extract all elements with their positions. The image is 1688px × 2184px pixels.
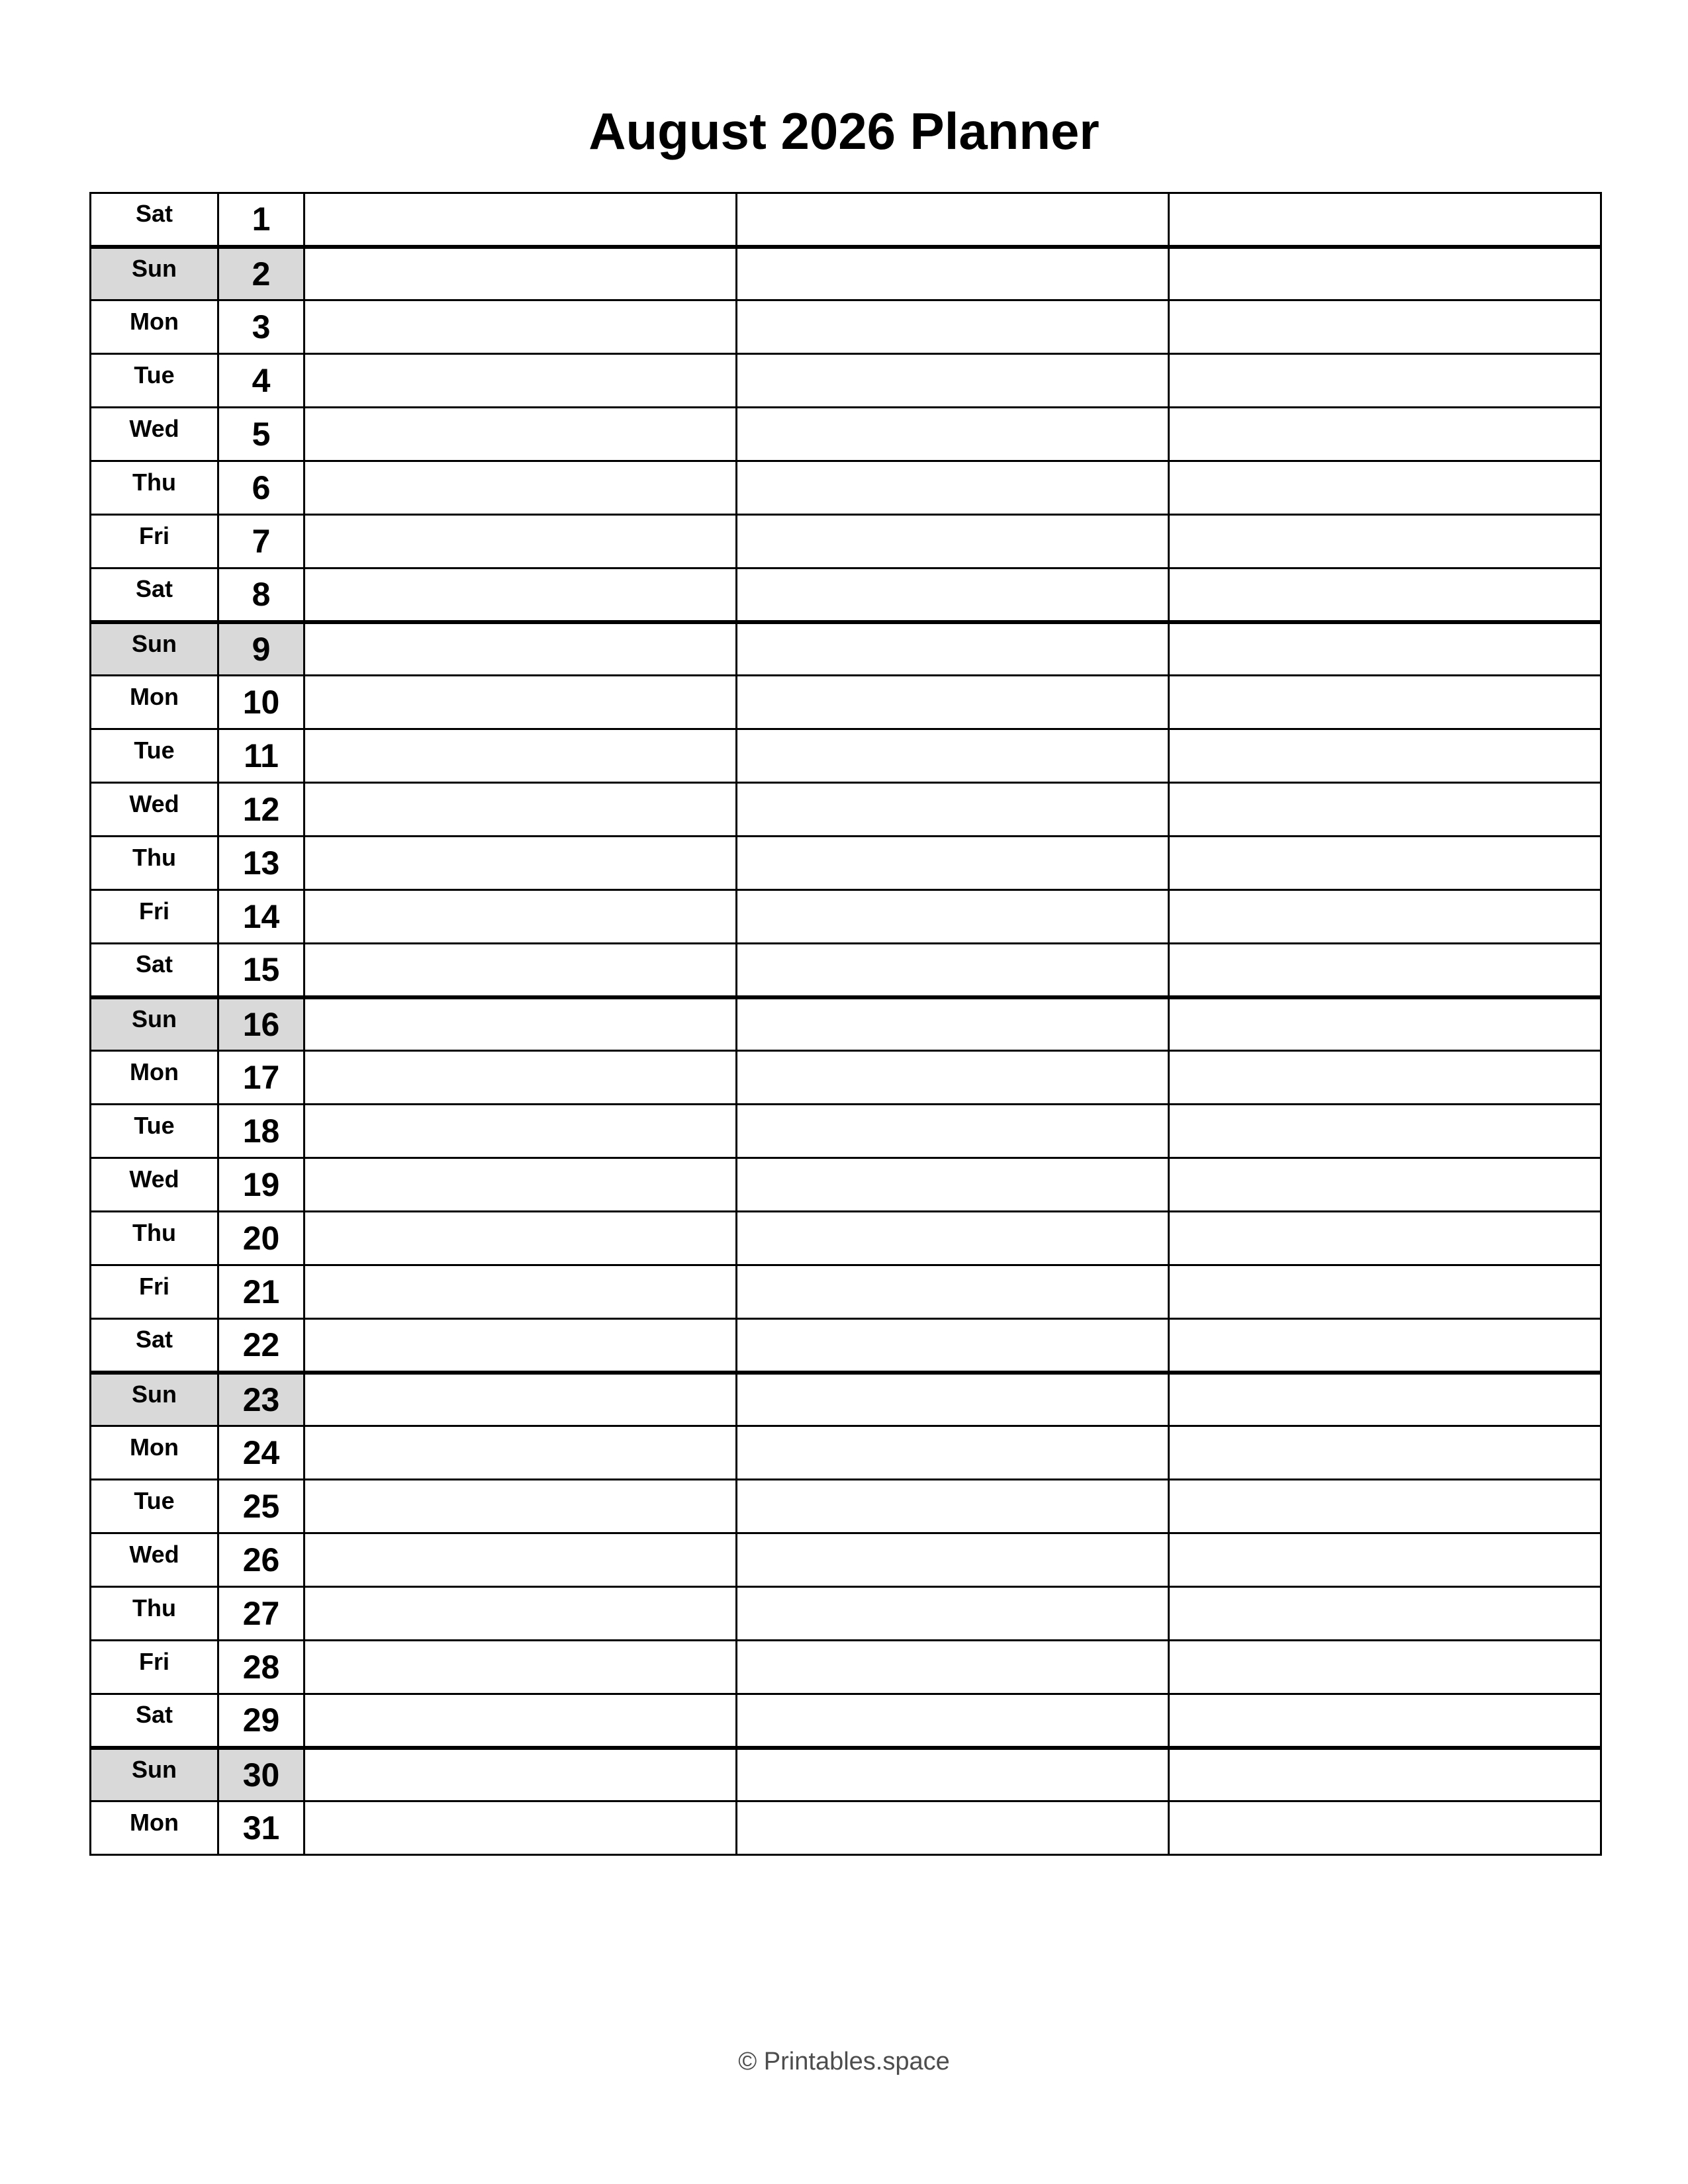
weekday-cell	[91, 300, 218, 354]
planner-row	[91, 515, 1601, 569]
weekday-label: Tue	[134, 1112, 175, 1139]
note-cell[interactable]	[1169, 1533, 1601, 1587]
planner-row	[91, 1587, 1601, 1641]
weekday-cell	[91, 1641, 218, 1694]
note-cell[interactable]	[305, 1587, 737, 1641]
note-cell[interactable]	[305, 1480, 737, 1533]
date-number: 1	[218, 193, 305, 247]
note-cell[interactable]	[305, 1319, 737, 1373]
note-cell[interactable]	[1169, 1480, 1601, 1533]
planner-row	[91, 729, 1601, 783]
weekday-cell	[91, 944, 218, 997]
weekday-label: Sat	[135, 950, 173, 978]
planner-rows	[91, 193, 1601, 1855]
note-cell[interactable]	[1169, 1748, 1601, 1801]
weekday-cell	[91, 997, 218, 1051]
weekday-cell	[91, 1748, 218, 1801]
weekday-cell	[91, 1051, 218, 1105]
weekday-label: Thu	[132, 1219, 176, 1246]
planner-grid	[89, 192, 1602, 1856]
note-cell[interactable]	[737, 193, 1169, 247]
note-cell[interactable]	[305, 997, 737, 1051]
note-cell[interactable]	[305, 569, 737, 622]
note-cell[interactable]	[737, 461, 1169, 515]
planner-row	[91, 1426, 1601, 1480]
note-cell[interactable]	[737, 354, 1169, 408]
weekday-cell	[91, 1158, 218, 1212]
note-cell[interactable]	[1169, 247, 1601, 300]
weekday-label: Mon	[130, 683, 179, 710]
note-cell[interactable]	[737, 729, 1169, 783]
note-cell[interactable]	[1169, 354, 1601, 408]
date-number: 17	[218, 1051, 305, 1105]
weekday-label: Sat	[135, 1701, 173, 1729]
weekday-label: Wed	[129, 790, 179, 817]
weekday-label: Mon	[130, 1058, 179, 1085]
weekday-cell	[91, 1426, 218, 1480]
note-cell[interactable]	[1169, 890, 1601, 944]
weekday-cell	[91, 1587, 218, 1641]
note-cell[interactable]	[737, 1158, 1169, 1212]
note-cell[interactable]	[305, 1105, 737, 1158]
planner-row	[91, 300, 1601, 354]
note-cell[interactable]	[737, 1051, 1169, 1105]
note-cell[interactable]	[737, 890, 1169, 944]
weekday-label: Mon	[130, 1433, 179, 1461]
note-cell[interactable]	[1169, 569, 1601, 622]
note-cell[interactable]	[737, 1265, 1169, 1319]
weekday-label: Wed	[129, 1541, 179, 1568]
note-cell[interactable]	[305, 247, 737, 300]
note-cell[interactable]	[1169, 1158, 1601, 1212]
note-cell[interactable]	[305, 300, 737, 354]
note-cell[interactable]	[305, 783, 737, 837]
weekday-label: Sun	[132, 1005, 177, 1032]
note-cell[interactable]	[305, 1265, 737, 1319]
date-number: 31	[218, 1801, 305, 1855]
weekday-label: Mon	[130, 308, 179, 335]
weekday-cell	[91, 1265, 218, 1319]
date-number: 2	[218, 247, 305, 300]
planner-row	[91, 247, 1601, 300]
note-cell[interactable]	[737, 1319, 1169, 1373]
note-cell[interactable]	[305, 354, 737, 408]
note-cell[interactable]	[1169, 837, 1601, 890]
note-cell[interactable]	[1169, 461, 1601, 515]
planner-row	[91, 1105, 1601, 1158]
weekday-label: Fri	[138, 1648, 169, 1675]
note-cell[interactable]	[305, 1373, 737, 1426]
date-number: 16	[218, 997, 305, 1051]
planner-row	[91, 622, 1601, 676]
planner-row	[91, 569, 1601, 622]
note-cell[interactable]	[737, 569, 1169, 622]
date-number: 8	[218, 569, 305, 622]
date-number: 22	[218, 1319, 305, 1373]
weekday-label: Fri	[138, 1273, 169, 1300]
note-cell[interactable]	[737, 1641, 1169, 1694]
weekday-label: Sat	[135, 200, 173, 228]
weekday-cell	[91, 1480, 218, 1533]
note-cell[interactable]	[305, 676, 737, 729]
weekday-cell	[91, 354, 218, 408]
planner-row	[91, 1265, 1601, 1319]
weekday-cell	[91, 1801, 218, 1855]
weekday-label: Fri	[138, 522, 169, 549]
date-number: 29	[218, 1694, 305, 1748]
note-cell[interactable]	[737, 944, 1169, 997]
planner-row	[91, 1748, 1601, 1801]
date-number: 12	[218, 783, 305, 837]
note-cell[interactable]	[1169, 622, 1601, 676]
date-number: 30	[218, 1748, 305, 1801]
weekday-label: Sat	[135, 575, 173, 603]
weekday-cell	[91, 729, 218, 783]
note-cell[interactable]	[1169, 1319, 1601, 1373]
note-cell[interactable]	[737, 622, 1169, 676]
weekday-label: Mon	[130, 1809, 179, 1836]
planner-row	[91, 1051, 1601, 1105]
weekday-label: Thu	[132, 844, 176, 871]
weekday-cell	[91, 783, 218, 837]
note-cell[interactable]	[737, 1105, 1169, 1158]
date-number: 3	[218, 300, 305, 354]
note-cell[interactable]	[1169, 1373, 1601, 1426]
weekday-cell	[91, 676, 218, 729]
copyright-footer: © Printables.space	[738, 2048, 950, 2075]
note-cell[interactable]	[305, 408, 737, 461]
note-cell[interactable]	[737, 1587, 1169, 1641]
note-cell[interactable]	[305, 1641, 737, 1694]
planner-row	[91, 837, 1601, 890]
note-cell[interactable]	[737, 300, 1169, 354]
weekday-cell	[91, 1212, 218, 1265]
note-cell[interactable]	[737, 676, 1169, 729]
planner-row	[91, 997, 1601, 1051]
planner-row	[91, 1158, 1601, 1212]
note-cell[interactable]	[305, 1426, 737, 1480]
page-title: August 2026 Planner	[588, 102, 1100, 160]
note-cell[interactable]	[305, 1158, 737, 1212]
note-cell[interactable]	[1169, 1265, 1601, 1319]
date-number: 14	[218, 890, 305, 944]
note-cell[interactable]	[1169, 193, 1601, 247]
weekday-label: Thu	[132, 1594, 176, 1621]
weekday-cell	[91, 247, 218, 300]
weekday-cell	[91, 1533, 218, 1587]
weekday-cell	[91, 1373, 218, 1426]
note-cell[interactable]	[1169, 1694, 1601, 1748]
note-cell[interactable]	[737, 997, 1169, 1051]
date-number: 25	[218, 1480, 305, 1533]
planner-row	[91, 1694, 1601, 1748]
planner-row	[91, 1319, 1601, 1373]
weekday-cell	[91, 515, 218, 569]
note-cell[interactable]	[1169, 783, 1601, 837]
date-number: 28	[218, 1641, 305, 1694]
date-number: 4	[218, 354, 305, 408]
date-number: 23	[218, 1373, 305, 1426]
date-number: 15	[218, 944, 305, 997]
note-cell[interactable]	[737, 1373, 1169, 1426]
date-number: 26	[218, 1533, 305, 1587]
planner-row	[91, 890, 1601, 944]
date-number: 20	[218, 1212, 305, 1265]
note-cell[interactable]	[737, 1533, 1169, 1587]
note-cell[interactable]	[737, 408, 1169, 461]
weekday-cell	[91, 1319, 218, 1373]
note-cell[interactable]	[1169, 1051, 1601, 1105]
note-cell[interactable]	[737, 1694, 1169, 1748]
weekday-label: Thu	[132, 469, 176, 496]
note-cell[interactable]	[1169, 1105, 1601, 1158]
note-cell[interactable]	[1169, 944, 1601, 997]
note-cell[interactable]	[1169, 515, 1601, 569]
weekday-label: Sun	[132, 254, 177, 282]
date-number: 5	[218, 408, 305, 461]
note-cell[interactable]	[737, 1748, 1169, 1801]
note-cell[interactable]	[737, 1801, 1169, 1855]
date-number: 10	[218, 676, 305, 729]
weekday-label: Tue	[134, 361, 175, 388]
planner-row	[91, 1212, 1601, 1265]
planner-row	[91, 1373, 1601, 1426]
planner-row	[91, 783, 1601, 837]
note-cell[interactable]	[305, 1051, 737, 1105]
weekday-cell	[91, 569, 218, 622]
weekday-label: Wed	[129, 415, 179, 442]
note-cell[interactable]	[1169, 1212, 1601, 1265]
date-number: 21	[218, 1265, 305, 1319]
date-number: 13	[218, 837, 305, 890]
note-cell[interactable]	[1169, 300, 1601, 354]
note-cell[interactable]	[737, 1426, 1169, 1480]
note-cell[interactable]	[737, 1480, 1169, 1533]
note-cell[interactable]	[305, 193, 737, 247]
note-cell[interactable]	[305, 890, 737, 944]
note-cell[interactable]	[1169, 729, 1601, 783]
planner-row	[91, 676, 1601, 729]
note-cell[interactable]	[737, 515, 1169, 569]
note-cell[interactable]	[305, 1533, 737, 1587]
note-cell[interactable]	[305, 1801, 737, 1855]
weekday-label: Sun	[132, 629, 177, 657]
planner-row	[91, 408, 1601, 461]
date-number: 27	[218, 1587, 305, 1641]
note-cell[interactable]	[1169, 1641, 1601, 1694]
note-cell[interactable]	[305, 461, 737, 515]
note-cell[interactable]	[1169, 1426, 1601, 1480]
planner-row	[91, 1533, 1601, 1587]
note-cell[interactable]	[305, 944, 737, 997]
note-cell[interactable]	[305, 1748, 737, 1801]
weekday-label: Fri	[138, 897, 169, 925]
weekday-cell	[91, 1694, 218, 1748]
note-cell[interactable]	[1169, 997, 1601, 1051]
date-number: 11	[218, 729, 305, 783]
weekday-label: Sat	[135, 1326, 173, 1353]
weekday-cell	[91, 1105, 218, 1158]
note-cell[interactable]	[305, 515, 737, 569]
planner-row	[91, 461, 1601, 515]
note-cell[interactable]	[737, 783, 1169, 837]
date-number: 18	[218, 1105, 305, 1158]
date-number: 6	[218, 461, 305, 515]
weekday-label: Sun	[132, 1380, 177, 1408]
note-cell[interactable]	[305, 622, 737, 676]
note-cell[interactable]	[305, 1212, 737, 1265]
weekday-label: Wed	[129, 1165, 179, 1193]
planner-row	[91, 944, 1601, 997]
planner-row	[91, 354, 1601, 408]
note-cell[interactable]	[1169, 676, 1601, 729]
date-number: 7	[218, 515, 305, 569]
date-number: 9	[218, 622, 305, 676]
weekday-label: Tue	[134, 737, 175, 764]
weekday-label: Tue	[134, 1487, 175, 1514]
date-number: 19	[218, 1158, 305, 1212]
weekday-label: Sun	[132, 1755, 177, 1783]
note-cell[interactable]	[1169, 1587, 1601, 1641]
note-cell[interactable]	[305, 837, 737, 890]
weekday-cell	[91, 193, 218, 247]
weekday-cell	[91, 890, 218, 944]
note-cell[interactable]	[1169, 1801, 1601, 1855]
note-cell[interactable]	[305, 729, 737, 783]
planner-row	[91, 193, 1601, 247]
date-number: 24	[218, 1426, 305, 1480]
weekday-cell	[91, 408, 218, 461]
weekday-cell	[91, 622, 218, 676]
weekday-cell	[91, 837, 218, 890]
note-cell[interactable]	[737, 837, 1169, 890]
weekday-cell	[91, 461, 218, 515]
note-cell[interactable]	[737, 247, 1169, 300]
planner-row	[91, 1480, 1601, 1533]
note-cell[interactable]	[1169, 408, 1601, 461]
note-cell[interactable]	[737, 1212, 1169, 1265]
planner-row	[91, 1801, 1601, 1855]
note-cell[interactable]	[305, 1694, 737, 1748]
planner-row	[91, 1641, 1601, 1694]
